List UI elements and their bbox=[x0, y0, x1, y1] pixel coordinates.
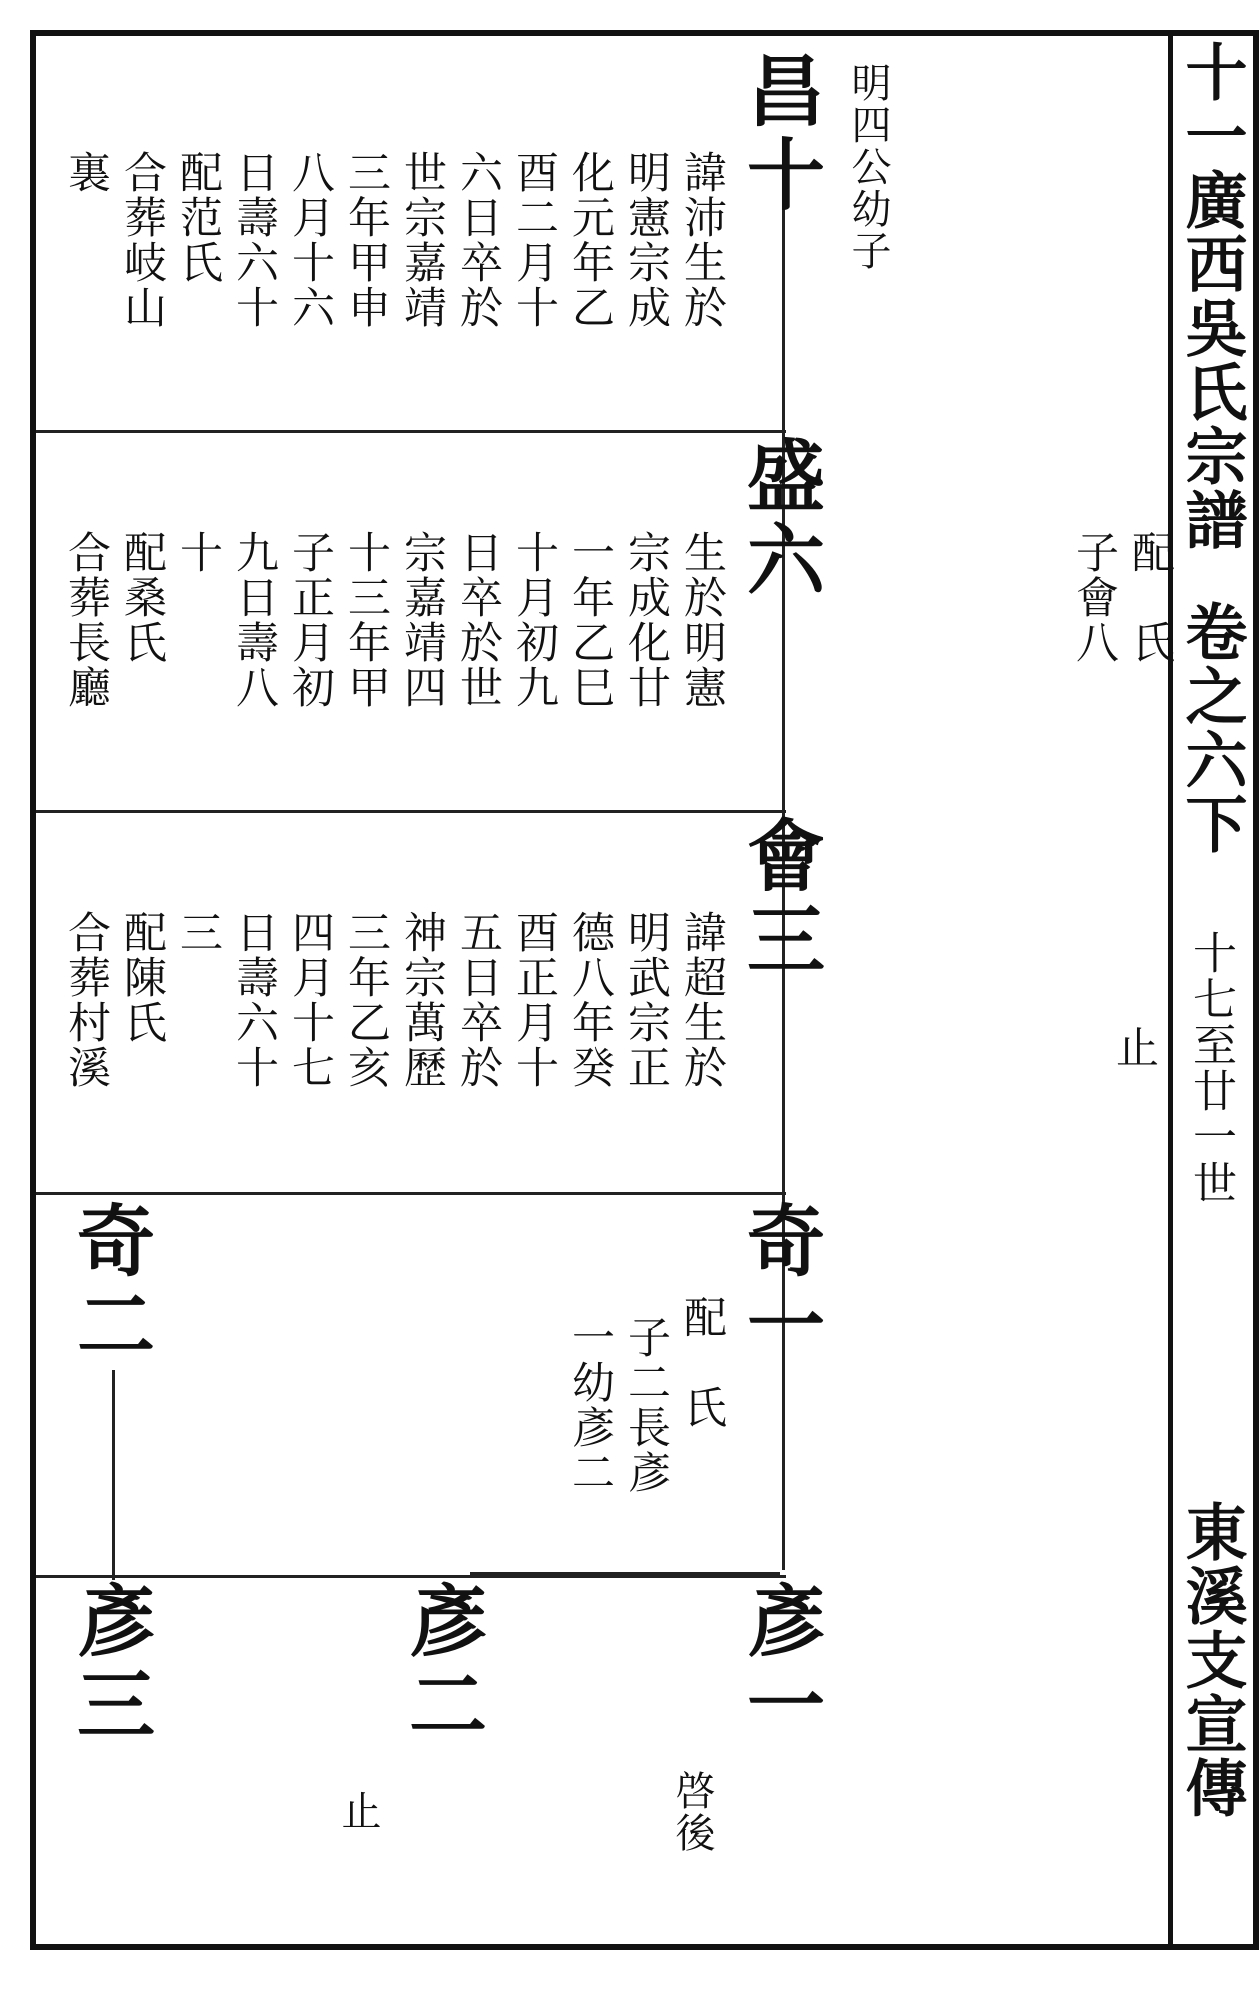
bio-column: 一年乙巳 bbox=[565, 530, 615, 710]
right-column: 子會八 bbox=[1069, 530, 1119, 665]
divider-2 bbox=[36, 810, 786, 813]
bio-column: 日壽六十 bbox=[229, 150, 279, 330]
bio-column: 三年乙亥 bbox=[341, 910, 391, 1090]
margin-title: 十一廣西吳氏宗譜 bbox=[1175, 40, 1248, 552]
bio-column: 德八年癸 bbox=[565, 910, 615, 1090]
margin-volume: 卷之六下 bbox=[1175, 600, 1248, 856]
bio-column: 四月十七 bbox=[285, 910, 335, 1090]
bio-column: 配陳氏 bbox=[117, 910, 167, 1045]
bio-column: 八月十六 bbox=[285, 150, 335, 330]
divider-3 bbox=[36, 1192, 786, 1195]
bio-column: 生於明憲 bbox=[677, 530, 727, 710]
margin-generations: 十七至廿一世 bbox=[1185, 930, 1236, 1206]
bio-column: 合葬村溪 bbox=[61, 910, 111, 1090]
right-column: 配 氏 bbox=[1125, 530, 1175, 665]
lineage-line-qi2 bbox=[112, 1370, 115, 1580]
bio-column: 宗成化廿 bbox=[621, 530, 671, 710]
divider-5 bbox=[470, 1572, 780, 1575]
bio-column: 酉二月十 bbox=[509, 150, 559, 330]
bio-column: 一幼彥二 bbox=[565, 1315, 615, 1495]
bio-column: 宗嘉靖四 bbox=[397, 530, 447, 710]
bio-column: 合葬岐山 bbox=[117, 150, 167, 330]
bio-column: 諱沛生於 bbox=[677, 150, 727, 330]
bio-column: 子二長彥 bbox=[621, 1315, 671, 1495]
bio-column: 五日卒於 bbox=[453, 910, 503, 1090]
person-name: 彥三 bbox=[64, 1580, 155, 1748]
remark: 止 bbox=[335, 1790, 381, 1832]
person-name: 會三 bbox=[734, 815, 825, 983]
bio-column: 世宗嘉靖 bbox=[397, 150, 447, 330]
bio-column: 日卒於世 bbox=[453, 530, 503, 710]
bio-column: 明憲宗成 bbox=[621, 150, 671, 330]
bio-column: 裏 bbox=[61, 150, 111, 195]
right-end: 止 bbox=[1109, 1025, 1159, 1070]
person-name: 奇二 bbox=[64, 1200, 155, 1368]
bio-column: 三 bbox=[173, 910, 223, 955]
header-note: 明四公幼子 bbox=[845, 62, 891, 272]
person-name: 奇一 bbox=[734, 1200, 825, 1368]
remark: 啓後 bbox=[669, 1770, 715, 1854]
bio-column: 配范氏 bbox=[173, 150, 223, 285]
person-name: 盛六 bbox=[734, 435, 825, 603]
bio-column: 子正月初 bbox=[285, 530, 335, 710]
margin-rule bbox=[1168, 30, 1173, 1950]
bio-column: 日壽六十 bbox=[229, 910, 279, 1090]
bio-column: 化元年乙 bbox=[565, 150, 615, 330]
bio-column: 神宗萬歷 bbox=[397, 910, 447, 1090]
bio-column: 配 氏 bbox=[677, 1295, 727, 1430]
bio-column: 合葬長廳 bbox=[61, 530, 111, 710]
bio-column: 九日壽八 bbox=[229, 530, 279, 710]
bio-column: 三年甲申 bbox=[341, 150, 391, 330]
bio-column: 酉正月十 bbox=[509, 910, 559, 1090]
bio-column: 十月初九 bbox=[509, 530, 559, 710]
divider-4 bbox=[36, 1575, 786, 1578]
bio-column: 明武宗正 bbox=[621, 910, 671, 1090]
person-name: 昌十 bbox=[734, 50, 825, 218]
bio-column: 諱超生於 bbox=[677, 910, 727, 1090]
person-name: 彥二 bbox=[396, 1580, 487, 1748]
bio-column: 六日卒於 bbox=[453, 150, 503, 330]
bio-column: 配桑氏 bbox=[117, 530, 167, 665]
bio-column: 十三年甲 bbox=[341, 530, 391, 710]
margin-branch: 東溪支宣傳 bbox=[1175, 1500, 1248, 1820]
divider-1 bbox=[36, 430, 786, 433]
bio-column: 十 bbox=[173, 530, 223, 575]
person-name: 彥一 bbox=[734, 1580, 825, 1748]
